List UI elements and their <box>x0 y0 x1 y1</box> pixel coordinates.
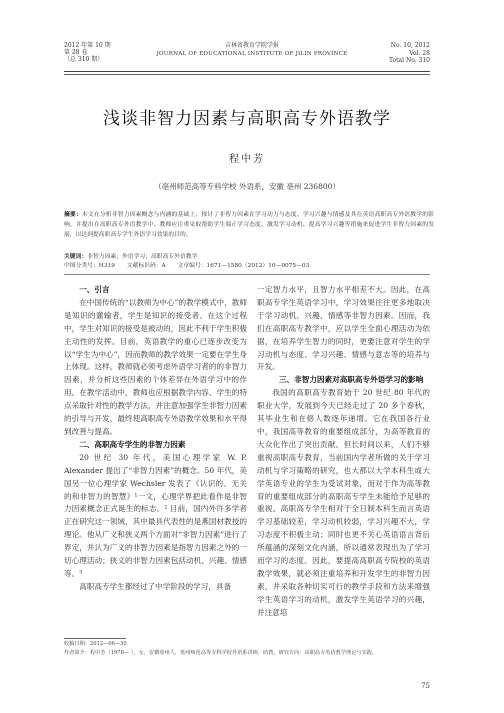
body-paragraph: 高职高专学生都经过了中学阶段的学习，具备 <box>79 581 232 591</box>
body-paragraph: 我国的高职高专教育始于 20 世纪 80 年代的职业大学，发展到今天已经走过了 20 多个春秋，其毕业生和在修人数逐年递增。它在我国各行业中，我国高等教育的重要组成部分，为高等教育的大众化作出了突出贡献。但长时间以来，人们不够重视高职高专教育，当前国内学者所做的关于学习动机与学习策略的研究，也大都以大学本科生或大学英语专业的学生为受试对象，而对于作为高等教育的重要组成部分的高职高专学生未能给予足够的重视。高职高专学生相对于全日制本科生而言英语学习基础较差，学习动机较弱，学习兴趣不大，学习态度不积极主动；同时也更不关心英语语言背后所蕴涵的深刻文化内涵，所以通常表现出为了学习而学习的态度。因此，要提高高职高专院校的英语教学效果，就必须注重培养和开发学生的非智力因素，并采取各种切实可行的教学手段和方法来增强学生英语学习的动机，激发学生英语学习的兴趣，并注意培 <box>257 388 430 617</box>
article-number: 文章编号：1671—1580（2012）10—0075—03 <box>177 263 310 269</box>
meta-rule <box>64 274 430 275</box>
received-date: 收稿日期：2012—06—30 <box>64 641 127 647</box>
volume-line: 第 28 卷 <box>64 49 88 56</box>
left-column <box>64 284 247 594</box>
body-paragraph: 在中国传统的“以教师为中心”的教学模式中，教师是知识的灌输者，学生是知识的接受者。在这个过程中，学生对知识的接受是被动的，因此不利于学生积极主动性的发挥。目前，英语教学的重心已逐步改变为以“学生为中心”，因而教师的教学效果一定要在学生身上体现。这样，教师就必须考虑外语学习者的的非智力因素，并分析这些因素的个体差异在外语学习中的作用。在教学活动中，教师也应根据教学内容、学生的特点采取针对性的教学方法，并注意加强学生非智力因素的引导与开发，最终使高职高专外语教学效果和水平得到改善与提高。 <box>64 297 247 436</box>
issue-info <box>64 42 111 63</box>
footnote-rule <box>64 638 126 639</box>
page-number: 75 <box>421 682 430 690</box>
volume-en: Vol. 28 <box>409 49 430 57</box>
abstract <box>64 210 434 240</box>
article-meta <box>64 261 434 271</box>
keywords-text: 非智力因素；外语学习；高职高专外语教学 <box>87 254 198 260</box>
section-heading-non-intelligence: 二、高职高专学生的非智力因素 <box>79 439 186 449</box>
footnotes <box>64 640 444 658</box>
journal-name <box>150 42 354 58</box>
journal-name-cn: 吉林省教育学院学报 <box>224 42 279 49</box>
issue-info-en <box>389 42 430 65</box>
section-heading-introduction: 一、引言 <box>79 285 110 294</box>
total-issue-line: （总 310 期） <box>64 56 104 63</box>
clc-number: 中图分类号：H319 <box>64 263 115 269</box>
issue-line: 2012 年第 10 期 <box>64 42 111 49</box>
header-rule <box>64 71 430 72</box>
author-name: 程中芳 <box>229 154 265 165</box>
abstract-text: 本文在分析非智力因素概念与内涵的基础上，探讨了非智力因素在学习动力与态度、学习兴趣与情感及其在英语高职高专外语教学的影响，并提出在高职高专外语教学中、教师应注重采取帮助学生端正学习态度、激发学习动机、提高学习兴趣等措施来促进学生非智力因素的发展，以达到提高职高专学生外语学习效果的目的。 <box>64 212 434 238</box>
body-paragraph: 20 世纪 30 年代，美国心理学家 W. P. Alexander 提出了“非智力因素”的概念。50 年代，美国另一位心理学家 Wechsler 发表了《认识的、无关的和非智力的智慧》¹一文，心理学界把此看作是非智力因素概念正式诞生的标志。² 目前，国内外许多学者正在研究这一领域，其中最具代表性的是燕国材教授的理论。他从广义和狭义两个方面对“非智力因素”进行了界定，并认为广义的非智力因素是指智力因素之外的一切心理活动；狭义的非智力因素包括动机、兴趣、情感等。³ <box>64 452 247 578</box>
keywords-label: 关键词： <box>64 254 88 260</box>
author-bio: 作者简介：程中芳（1978— ），女，安徽亳州人，亳州师范高等专科学校外语系讲师，助教，研究方向：高职高专英语教学理论与实践。 <box>64 650 378 656</box>
author-affiliation: （亳州师范高等专科学校 外语系，安徽 亳州 236800） <box>154 182 340 191</box>
section-heading-influence: 三、非智力因素对高职高专外语学习的影响 <box>278 375 424 385</box>
right-column <box>257 284 430 620</box>
body-paragraph-continued: 一定智力水平，且智力水平相差不大。因此，在高职高专学生英语学习中，学习效果往往更多地取决于学习动机、兴趣、情感等非智力因素。因而，我们在高职高专教学中，应以学生全面心理活动为依据，在培养学生智力的同时，更要注意对学生的学习动机与态度、学习兴趣、情感与意志等的培养与开发。 <box>257 285 430 372</box>
abstract-label: 摘要： <box>64 212 82 218</box>
article-title: 浅谈非智力因素与高职高专外语教学 <box>103 109 391 129</box>
issue-no-en: No. 10, 2012 <box>390 42 430 49</box>
journal-name-en: JOURNAL OF EDUCATIONAL INSTITUTE OF JILIN PROVINCE <box>156 51 348 57</box>
header-rule-thin <box>64 74 430 75</box>
document-code: 文献标识码：A <box>126 263 166 269</box>
total-no-en: Total No. 310 <box>389 57 430 64</box>
